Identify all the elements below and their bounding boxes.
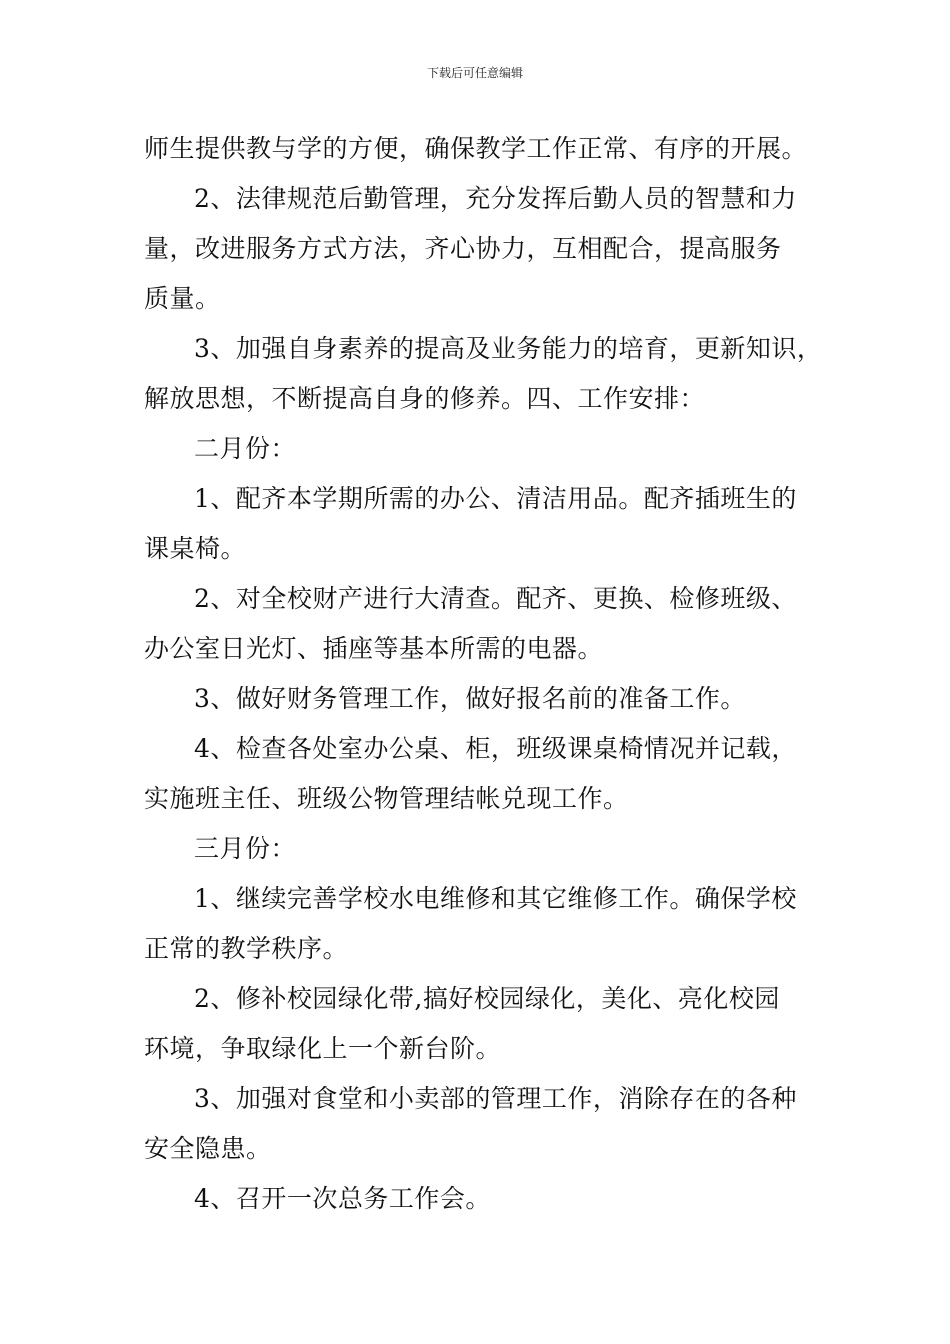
text-line: 师生提供教与学的方便，确保教学工作正常、有序的开展。 <box>144 134 808 163</box>
paragraph-start: 1、配齐本学期所需的办公、清洁用品。配齐插班生的 <box>194 484 797 513</box>
text-line: 正常的教学秩序。 <box>144 934 349 963</box>
paragraph-start: 2、法律规范后勤管理，充分发挥后勤人员的智慧和力 <box>194 184 797 213</box>
page-header: 下载后可任意编辑 <box>426 66 523 80</box>
text-line: 办公室日光灯、插座等基本所需的电器。 <box>144 634 604 663</box>
paragraph-start: 3、加强自身素养的提高及业务能力的培育，更新知识， <box>194 334 823 363</box>
paragraph-start: 3、做好财务管理工作，做好报名前的准备工作。 <box>194 684 746 713</box>
document-body <box>144 124 834 1224</box>
text-line: 质量。 <box>144 284 221 313</box>
text-line: 解放思想，不断提高自身的修养。四、工作安排： <box>144 384 706 413</box>
text-line: 安全隐患。 <box>144 1134 272 1163</box>
text-line: 实施班主任、班级公物管理结帐兑现工作。 <box>144 784 629 813</box>
paragraph-start: 2、修补校园绿化带,搞好校园绿化，美化、亮化校园 <box>194 984 780 1013</box>
section-heading-february: 二月份： <box>194 434 297 463</box>
paragraph-start: 2、对全校财产进行大清查。配齐、更换、检修班级、 <box>194 584 797 613</box>
section-heading-march: 三月份： <box>194 834 297 863</box>
paragraph-start: 4、检查各处室办公桌、柜，班级课桌椅情况并记载， <box>194 734 797 763</box>
paragraph-start: 4、召开一次总务工作会。 <box>194 1184 491 1213</box>
text-line: 量，改进服务方式方法，齐心协力，互相配合，提高服务 <box>144 234 782 263</box>
paragraph-start: 3、加强对食堂和小卖部的管理工作，消除存在的各种 <box>194 1084 797 1113</box>
paragraph-start: 1、继续完善学校水电维修和其它维修工作。确保学校 <box>194 884 797 913</box>
text-line: 环境，争取绿化上一个新台阶。 <box>144 1034 502 1063</box>
text-line: 课桌椅。 <box>144 534 247 563</box>
